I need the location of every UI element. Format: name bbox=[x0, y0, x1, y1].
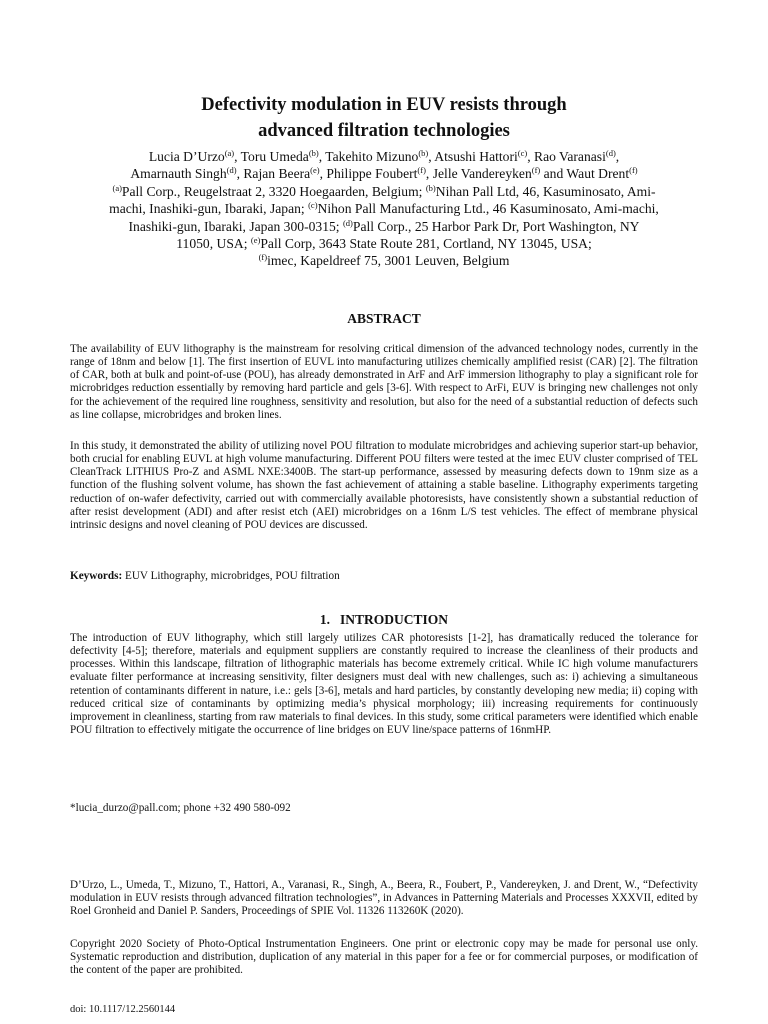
author-text: , Takehito Mizuno bbox=[318, 149, 419, 164]
affiliation-marker: (c) bbox=[517, 148, 528, 158]
doi: doi: 10.1117/12.2560144 bbox=[70, 1004, 176, 1015]
author-text: , Atsushi Hattori bbox=[428, 149, 518, 164]
affiliation-marker: (a) bbox=[112, 182, 122, 193]
corresponding-author-contact: *lucia_durzo@pall.com; phone +32 490 580-092 bbox=[70, 802, 291, 814]
affiliation-marker: (f) bbox=[417, 165, 426, 176]
author-text: , Rajan Beera bbox=[236, 166, 311, 182]
affiliation-marker: (b) bbox=[308, 148, 319, 158]
author-text: , Philippe Foubert bbox=[319, 166, 418, 182]
title-line-2: advanced filtration technologies bbox=[258, 121, 510, 141]
author-text: Pall Corp., Reugelstraat 2, 3320 Hoegaarden, Belgium; bbox=[121, 183, 426, 199]
author-text: Pall Corp, 3643 State Route 281, Cortland, NY 13045, USA; bbox=[260, 236, 592, 252]
abstract-heading: ABSTRACT bbox=[347, 311, 421, 326]
affiliation-marker: (d) bbox=[605, 148, 616, 158]
copyright-notice: Copyright 2020 Society of Photo-Optical Instrumentation Engineers. One print or electronic copy may be made for personal use only. Systematic reproduction and distribution, duplication of any material in this paper for a fee or for commercial purposes, or modification of the content of the paper are prohibited. bbox=[70, 938, 698, 977]
author-text: , Toru Umeda bbox=[234, 149, 309, 164]
author-affiliations bbox=[60, 148, 708, 270]
affiliation-marker: (d) bbox=[342, 217, 353, 228]
section-number: 1. bbox=[319, 612, 331, 627]
keywords-text: EUV Lithography, microbridges, POU filtration bbox=[122, 570, 340, 582]
author-text: Pall Corp., 25 Harbor Park Dr, Port Washington, NY bbox=[352, 218, 640, 234]
affiliation-marker: (e) bbox=[250, 235, 261, 246]
author-text: Amarnauth Singh bbox=[130, 166, 227, 182]
author-text: Lucia D’Urzo bbox=[148, 149, 225, 164]
author-text: Nihon Pall Manufacturing Ltd., 46 Kasuminosato, Ami-machi, bbox=[317, 201, 659, 217]
keywords bbox=[70, 570, 340, 582]
citation-block: D’Urzo, L., Umeda, T., Mizuno, T., Hattori, A., Varanasi, R., Singh, A., Beera, R., Foubert, P., Vandereyken, J. and Drent, W., “Defectivity modulation in EUV resists through advanced filtration technologies”, in Advances in Patterning Materials and Processes XXXVII, edited by Roel Gronheid and Daniel P. Sanders, Proceedings of SPIE Vol. 11326 113260K (2020). bbox=[70, 879, 698, 918]
introduction-heading bbox=[0, 612, 768, 628]
affiliation-marker: (a) bbox=[224, 148, 235, 158]
author-text: Nihan Pall Ltd, 46, Kasuminosato, Ami- bbox=[435, 183, 656, 199]
abstract-paragraph-1: The availability of EUV lithography is the mainstream for resolving critical dimension of the advanced technology nodes, currently in the range of 18nm and below [1]. The first insertion of EUVL into manufacturing utilizes chemically amplified resist (CAR) [2]. The filtration of CAR, both at bulk and point-of-use (POU), has already demonstrated in ArF and ArF immersion lithography to play a significant role for microbridges reduction essentially by removing hard particle and gels [3-6]. With respect to ArFi, EUV is bringing new challenges not only for the achievement of the required line roughness, sensitivity and resolution, but also for the need of a substantial reduction of defects such as line collapse, microbridges and broken lines. bbox=[70, 343, 698, 421]
section-title: INTRODUCTION bbox=[340, 612, 449, 627]
author-line bbox=[60, 252, 708, 269]
affiliation-marker: (b) bbox=[425, 182, 436, 193]
author-text: 11050, USA; bbox=[176, 236, 251, 252]
author-text: imec, Kapeldreef 75, 3001 Leuven, Belgium bbox=[267, 253, 510, 269]
affiliation-marker: (f) bbox=[258, 252, 268, 263]
author-text: , Jelle Vandereyken bbox=[425, 166, 532, 182]
affiliation-marker: (f) bbox=[531, 165, 541, 176]
author-line bbox=[60, 235, 708, 252]
author-text: and Waut Drent bbox=[540, 166, 630, 182]
affiliation-marker: (d) bbox=[226, 165, 237, 176]
author-text: , Rao Varanasi bbox=[527, 149, 606, 164]
author-line bbox=[60, 200, 708, 217]
author-text: Inashiki-gun, Ibaraki, Japan 300-0315; bbox=[128, 218, 343, 234]
author-line bbox=[60, 165, 708, 182]
affiliation-marker: (f) bbox=[629, 165, 638, 176]
author-text: , bbox=[615, 149, 620, 164]
paper-title bbox=[70, 92, 698, 144]
affiliation-marker: (b) bbox=[418, 148, 429, 158]
introduction-paragraph: The introduction of EUV lithography, which still largely utilizes CAR photoresists [1-2], has dramatically reduced the tolerance for defectivity [4-5]; therefore, materials and equipment suppliers are constantly required to increase the cleanliness of their products and processes. Within this landscape, filtration of lithographic materials has become extremely critical. While IC high volume manufacturers evaluate filter performance at increasing sensitivity, filter designers must deal with new challenges, such as: i) achieving a simultaneous retention of contaminants different in nature, i.e.: gels [3-6], metals and hard particles, by constantly developing new media; ii) coping with reduced critical size of contaminants by optimizing media’s physical morphology; iii) increasing requirements for continuously improvement in cleanliness, starting from raw materials to final devices. In this study, some critical parameters were identified which enable POU filtration to effectively mitigate the occurrence of line bridges on EUV line/space patterns of 16nmHP. bbox=[70, 632, 698, 737]
title-line-1: Defectivity modulation in EUV resists through bbox=[201, 95, 567, 115]
author-line bbox=[60, 148, 708, 165]
affiliation-marker: (e) bbox=[310, 165, 320, 176]
author-text: machi, Inashiki-gun, Ibaraki, Japan; bbox=[109, 201, 309, 217]
author-line bbox=[60, 183, 708, 200]
affiliation-marker: (c) bbox=[308, 200, 318, 211]
abstract-paragraph-2: In this study, it demonstrated the ability of utilizing novel POU filtration to modulate microbridges and achieving superior start-up behavior, both crucial for enabling EUVL at high volume manufacturing. Different POU filters were tested at the imec EUV cluster comprised of TEL CleanTrack LITHIUS Pro-Z and ASML NXE:3400B. The start-up performance, assessed by measuring defects down to 19nm size as a function of the flushing solvent volume, has shown the fast achievement of attaining a stable baseline. Lithography experiments targeting reduction of on-wafer defectivity, carried out with commercially available photoresists, have consistently shown a substantial reduction of after resist development (ADI) and after resist etch (AEI) microbridges on a 16nm L/S test vehicles. The effect of membrane physical intrinsic designs and novel cleaning of POU devices are discussed. bbox=[70, 440, 698, 531]
author-line bbox=[60, 218, 708, 235]
keywords-label: Keywords: bbox=[70, 570, 123, 582]
